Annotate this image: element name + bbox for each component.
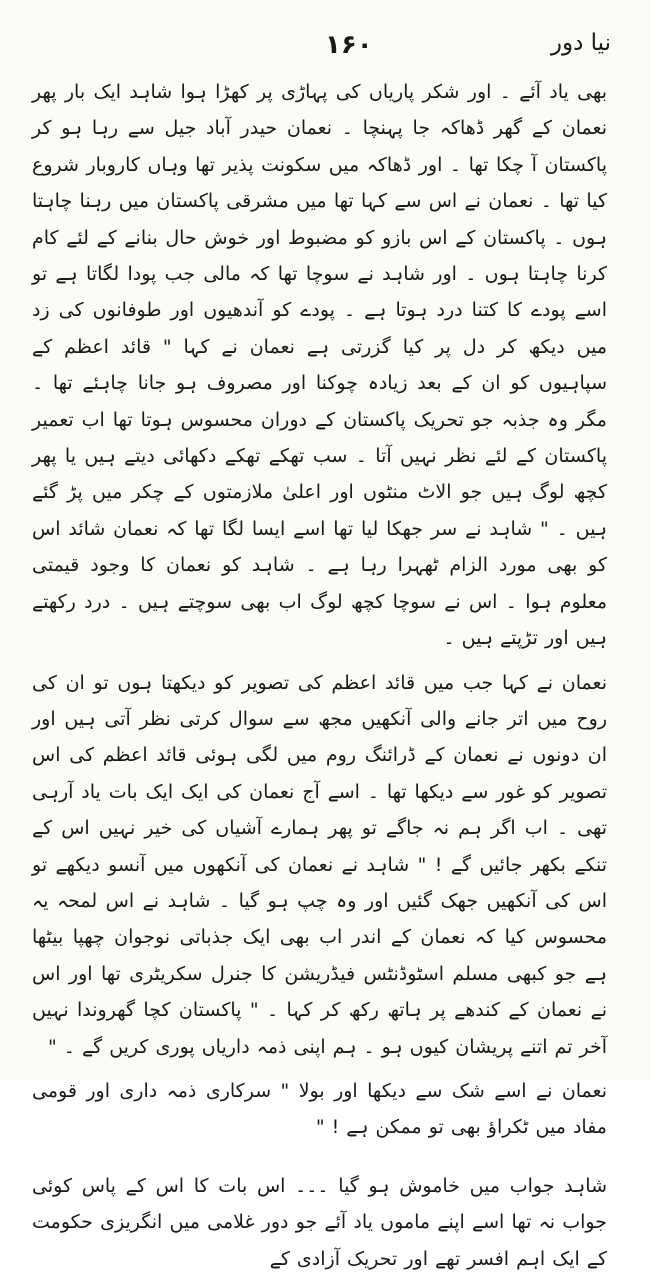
paragraph-2: نعمان نے کہا جب میں قائد اعظم کی تصویر کو دیکھتا ہوں تو ان کی روح میں اتر جانے والی آنکھیں مجھ سے سوال کرتی نظر آتی ہیں اور ان دونوں نے نعمان کے ڈرائنگ روم میں لگی ہوئی قائد اعظم کی اس تصویر کو غور سے دیکھا تھا ۔ اسے آج نعمان کی ایک ایک بات یاد آرہی تھی ۔ اب اگر ہم نہ جاگے تو پھر ہمارے آشیاں کی خیر نہیں اس کے تنکے بکھر جائیں گے ! " شاہد نے نعمان کی آنکھوں میں آنسو دیکھے تو اس کی آنکھیں جھک گئیں اور وہ چپ ہو گیا ۔ شاہد نے اس لمحہ یہ محسوس کیا کہ نعمان کے اندر اب بھی ایک جذباتی نوجوان چھپا بیٹھا ہے جو کبھی مسلم اسٹوڈنٹس فیڈریشن کا جنرل سکریٹری تھا اور اس نے نعمان کے کندھے پر ہاتھ رکھ کر کہا ۔ " پاکستان کچا گھروندا نہیں آخر تم اتنے پریشان کیوں ہو ۔ ہم اپنی ذمہ داریاں پوری کریں گے ۔ " xyxy=(32,671,607,1058)
journal-title: نیا دور xyxy=(550,30,611,56)
paragraph-1: بھی یاد آئے ۔ اور شکر پاریاں کی پہاڑی پر کھڑا ہوا شاہد ایک بار پھر نعمان کے گھر ڈھاکہ جا پہنچا ۔ نعمان حیدر آباد جیل سے رہا ہو کر پاکستان آ چکا تھا ۔ اور ڈھاکہ میں سکونت پذیر تھا وہاں کاروبار شروع کیا تھا ۔ نعمان نے اس سے کہا تھا میں مشرقی پاکستان میں رہنا چاہتا ہوں ۔ پاکستان کے اس بازو کو مضبوط اور خوش حال بنانے کے لئے کام کرنا چاہتا ہوں ۔ اور شاہد نے سوچا تھا کہ مالی جب پودا لگاتا ہے تو اسے پودے کا کتنا درد ہوتا ہے ۔ پودے کو آندھیوں اور طوفانوں کی زد میں دیکھ کر دل پر کیا گزرتی ہے نعمان نے کہا " قائد اعظم کے سپاہیوں کو ان کے بعد زیادہ چوکنا اور مصروف ہو جانا چاہئے تھا ۔ مگر وہ جذبہ جو تحریک پاکستان کے دوران محسوس ہوتا تھا اب تعمیر پاکستان کے لئے نظر نہیں آتا ۔ سب تھکے تھکے دکھائی دیتے ہیں یا پھر کچھ لوگ ہیں جو الاٹ منٹوں اور اعلیٰ ملازمتوں کے چکر میں پڑ گئے ہیں ۔ " شاہد نے سر جھکا لیا تھا اسے ایسا لگا تھا کہ نعمان شائد اس کو بھی مورد الزام ٹھہرا رہا ہے ۔ شاہد کو نعمان کا وجود قیمتی معلوم ہوا ۔ اس نے سوچا کچھ لوگ اب بھی سوچتے ہیں ۔ درد رکھتے ہیں اور تڑپتے ہیں ۔ xyxy=(32,81,607,650)
article-body xyxy=(32,74,607,1277)
page-number: ۱۶۰ xyxy=(325,30,373,60)
paragraph-3: نعمان نے اسے شک سے دیکھا اور بولا " سرکاری ذمہ داری اور قومی مفاد میں ٹکراؤ بھی تو ممکن ہے ! " xyxy=(32,1079,607,1139)
page-header xyxy=(40,26,611,76)
paragraph-4: شاہد جواب میں خاموش ہو گیا ۔۔۔ اس بات کا اس کے پاس کوئی جواب نہ تھا اسے اپنے ماموں یاد آئے جو دور غلامی میں انگریزی حکومت کے ایک اہم افسر تھے اور تحریک آزادی کے xyxy=(32,1174,607,1270)
